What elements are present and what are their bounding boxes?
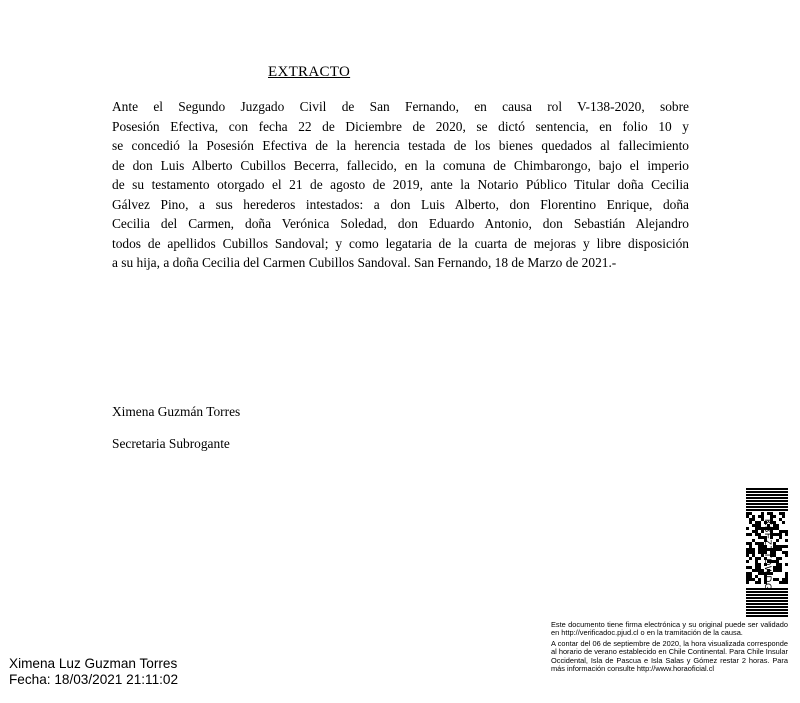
footer-date: Fecha: 18/03/2021 21:11:02 <box>9 672 179 687</box>
body-line: Ante el Segundo Juzgado Civil de San Fernando, en causa rol V-138-2020, sobre <box>112 99 689 114</box>
footer-signed-by: Ximena Luz Guzman Torres <box>9 656 178 671</box>
notice-signature-text: Este documento tiene firma electrónica y su original puede ser validado en http://verificadoc.pjud.cl o en la tramitación de la causa. <box>551 620 788 638</box>
body-line: de don Luis Alberto Cubillos Becerra, fallecido, en la comuna de Chimbarongo, bajo el imperio <box>112 157 689 173</box>
body-line: se concedió la Posesión Efectiva de la herencia testada de los bienes quedados al fallecimiento <box>112 138 689 153</box>
document-title: EXTRACTO <box>268 64 351 80</box>
body-line: Gálvez Pino, a sus herederos intestados: a don Luis Alberto, don Florentino Enrique, doña <box>112 196 689 212</box>
signer-name: Ximena Guzmán Torres <box>112 404 241 419</box>
body-line: de su testamento otorgado el 21 de agosto de 2019, ante la Notario Público Titular doña Cecilia <box>112 177 689 192</box>
notice-timezone-text: A contar del 06 de septiembre de 2020, la hora visualizada corresponde al horario de verano establecido en Chile Continental. Para Chile Insular Occidental, Isla de Pascua e Isla Salas y Gómez restar 2 horas. Para más información consulte http://www.horaoficial.cl <box>551 638 788 674</box>
verification-notice <box>551 621 788 675</box>
signer-role: Secretaria Subrogante <box>112 436 230 451</box>
body-line: todos de apellidos Cubillos Sandoval; y como legataria de la cuarta de mejoras y libre disposición <box>112 235 689 251</box>
body-line: Posesión Efectiva, con fecha 22 de Diciembre de 2020, se dictó sentencia, en folio 10 y <box>112 118 689 134</box>
extract-body <box>112 97 689 273</box>
body-line-last: a su hija, a doña Cecilia del Carmen Cubillos Sandoval. San Fernando, 18 de Marzo de 2021.- <box>112 255 617 270</box>
body-line: Cecilia del Carmen, doña Verónica Soledad, don Eduardo Antonio, don Sebastián Alejandro <box>112 216 689 231</box>
signature-footer <box>9 656 178 688</box>
verification-code: KBFZTTDWDG <box>762 519 773 591</box>
